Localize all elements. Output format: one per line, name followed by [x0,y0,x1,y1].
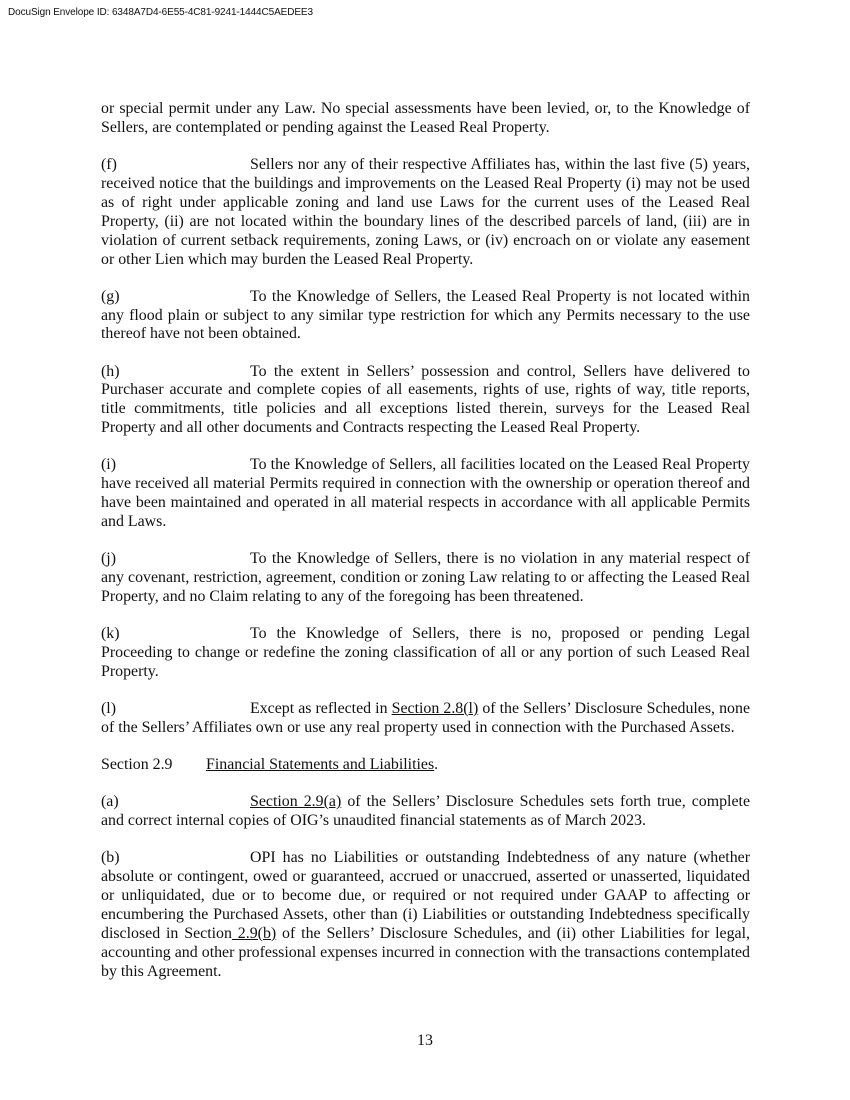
paragraph-text: To the extent in Sellers’ possession and control, Sellers have delivered to Purchaser accurate and complete copies of all easements, rights of use, rights of way, title reports, title commitments, title policies and all exceptions listed therein, surveys for the Leased Real Property and all other documents and Contracts respecting the Leased Real Property. [101,362,750,437]
docusign-envelope-id: DocuSign Envelope ID: 6348A7D4-6E55-4C81-9241-1444C5AEDEE3 [8,7,313,18]
section-title-period: . [434,755,439,773]
paragraph-label: (g) [101,287,120,305]
paragraph-k [101,625,750,682]
paragraph-text-post: of the Sellers’ Disclosure Schedules, and (ii) other Liabilities for legal, accounting and other professional expenses incurred in connection with the transactions contemplated by this Agreement. [101,924,750,980]
paragraph-text: To the Knowledge of Sellers, the Leased Real Property is not located within any flood plain or subject to any similar type restriction for which any Permits necessary to the use thereof have not been obtained. [101,287,750,343]
paragraph-text: Sellers nor any of their respective Affiliates has, within the last five (5) years, received notice that the buildings and improvements on the Leased Real Property (i) may not be used as of right under applicable zoning and land use Laws for the current uses of the Leased Real Property, (ii) are not located within the boundary lines of the described parcels of land, (iii) are in violation of current setback requirements, zoning Laws, or (iv) encroach on or violate any easement or other Lien which may burden the Leased Real Property. [101,156,750,268]
paragraph-label: (j) [101,550,116,568]
paragraph-a [101,793,750,831]
paragraph-text: To the Knowledge of Sellers, there is no, proposed or pending Legal Proceeding to change or redefine the zoning classification of all or any portion of such Leased Real Property. [101,625,750,680]
paragraph-label: (a) [101,793,119,811]
paragraph-label: (l) [101,699,116,717]
page-number: 13 [417,1032,433,1049]
paragraph-intro: or special permit under any Law. No special assessments have been levied, or, to the Knowledge of Sellers, are contemplated or pending against the Leased Real Property. [101,100,750,136]
paragraph-label: (k) [101,625,120,643]
paragraph-b [101,849,750,981]
section-reference-link: 2.9(b) [231,924,277,942]
paragraph-j [101,550,750,607]
section-reference-link: Section 2.9(a) [250,793,342,811]
paragraph-i [101,456,750,532]
paragraph-label: (f) [101,156,117,173]
paragraph-l [101,700,750,738]
paragraph-label: (h) [101,362,120,380]
paragraph-text: To the Knowledge of Sellers, all facilities located on the Leased Real Property have received all material Permits required in connection with the ownership or operation thereof and have been maintained and operated in all material respects in accordance with all applicable Permits and Laws. [101,456,750,531]
paragraph-text-post: of the Sellers’ Disclosure Schedules sets forth true, complete and correct internal copies of OIG’s unaudited financial statements as of March 2023. [101,793,750,829]
paragraph-g [101,288,750,345]
paragraph-text-post: of the Sellers’ Disclosure Schedules, none of the Sellers’ Affiliates own or use any real property used in connection with the Purchased Assets. [101,699,750,736]
paragraph-h [101,363,750,439]
paragraph-label: (b) [101,849,120,867]
section-heading [101,756,750,775]
paragraph-label: (i) [101,456,116,474]
paragraph-f [101,156,750,269]
paragraph-text-pre: Except as reflected in [250,699,392,717]
document-body [101,100,750,1000]
section-reference-link: Section 2.8(l) [391,699,479,717]
paragraph-text: To the Knowledge of Sellers, there is no violation in any material respect of any covenant, restriction, agreement, condition or zoning Law relating to or affecting the Leased Real Property, and no Claim relating to any of the foregoing has been threatened. [101,550,750,605]
paragraph-text-pre: OPI has no Liabilities or outstanding Indebtedness of any nature (whether absolute or contingent, owed or guaranteed, accrued or unaccrued, asserted or unasserted, liquidated or unliquidated, due or to become due, or required or not required under GAAP to affecting or encumbering the Purchased Assets, other than (i) Liabilities or outstanding Indebtedness specifically disclosed in Section [101,849,750,942]
section-title: Financial Statements and Liabilities [206,755,435,773]
section-number: Section 2.9 [101,755,173,773]
